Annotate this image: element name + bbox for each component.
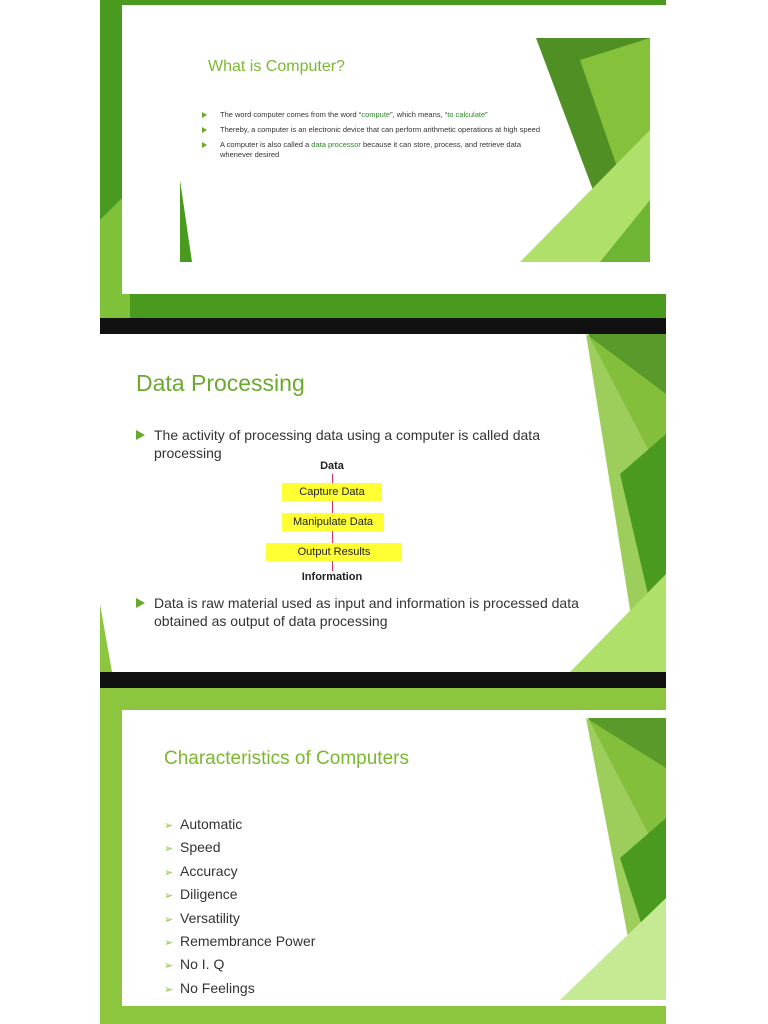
list-item xyxy=(164,837,315,860)
slide-characteristics xyxy=(100,688,666,1024)
list-item xyxy=(136,426,604,462)
triangle-bullet-icon xyxy=(202,142,207,148)
slide-what-is-computer xyxy=(100,0,666,318)
arrow-bullet-icon: ➢ xyxy=(164,913,174,926)
highlight-text: compute xyxy=(361,110,391,119)
bullet-text: The activity of processing data using a computer is called data processing xyxy=(154,427,540,461)
triangle-bullet-icon xyxy=(136,430,145,440)
list-item-label: Automatic xyxy=(180,816,243,832)
bullet-text: The word computer comes from the word “ xyxy=(220,110,362,119)
list-item xyxy=(164,814,315,837)
list-item xyxy=(202,125,542,135)
highlight-text: to calculate xyxy=(447,110,486,119)
characteristics-list xyxy=(164,814,315,1001)
slide-title: Characteristics of Computers xyxy=(164,748,409,769)
list-item-label: No Feelings xyxy=(180,979,255,996)
list-item xyxy=(164,931,315,954)
list-item xyxy=(164,954,315,977)
list-item-label: Versatility xyxy=(180,909,240,926)
flow-connector xyxy=(332,531,333,543)
bullet-text: Thereby, a computer is an electronic device that can perform arithmetic operations at high speed xyxy=(220,125,541,134)
flow-step-box: Manipulate Data xyxy=(282,513,384,531)
list-item-label: No I. Q xyxy=(180,956,225,973)
arrow-bullet-icon: ➢ xyxy=(164,890,174,903)
bullet-text: ”, which means, “ xyxy=(390,110,448,119)
arrow-bullet-icon: ➢ xyxy=(164,866,174,879)
bullet-text: Data is raw material used as input and information is processed data obtained as output of data processing xyxy=(154,595,579,629)
arrow-bullet-icon: ➢ xyxy=(164,983,174,996)
list-item-label: Remembrance Power xyxy=(180,933,316,950)
flow-end-label: Information xyxy=(301,571,363,583)
slide-separator xyxy=(100,318,666,334)
list-item xyxy=(136,594,604,630)
list-item-label: Accuracy xyxy=(180,862,238,879)
arrow-bullet-icon: ➢ xyxy=(164,820,174,832)
arrow-bullet-icon: ➢ xyxy=(164,960,174,973)
triangle-bullet-icon xyxy=(202,127,207,133)
list-item xyxy=(164,908,315,931)
slide-title: What is Computer? xyxy=(208,58,345,75)
bullet-text: ” xyxy=(485,110,488,119)
flow-connector xyxy=(332,501,333,513)
arrow-bullet-icon: ➢ xyxy=(164,937,174,950)
bullet-text: A computer is also called a xyxy=(220,140,312,149)
list-item xyxy=(164,978,315,1001)
flow-connector xyxy=(332,561,333,571)
flow-step-box: Output Results xyxy=(266,543,402,561)
list-item xyxy=(164,884,315,907)
list-item-label: Speed xyxy=(180,839,221,856)
list-item xyxy=(202,110,542,120)
bullet-text: because it can store, process, and retrieve data whenever desired xyxy=(220,140,522,159)
flow-step-box: Capture Data xyxy=(282,483,382,501)
list-item-label: Diligence xyxy=(180,886,238,903)
triangle-bullet-icon xyxy=(136,598,145,608)
slide-data-processing xyxy=(100,334,666,672)
highlight-text: data processor xyxy=(311,140,361,149)
flow-start-label: Data xyxy=(320,460,344,472)
slide-separator xyxy=(100,672,666,688)
arrow-bullet-icon: ➢ xyxy=(164,843,174,856)
slide-title: Data Processing xyxy=(136,370,305,396)
triangle-bullet-icon xyxy=(202,112,207,118)
list-item xyxy=(202,140,542,160)
list-item xyxy=(164,861,315,884)
bullet-list xyxy=(202,110,542,165)
